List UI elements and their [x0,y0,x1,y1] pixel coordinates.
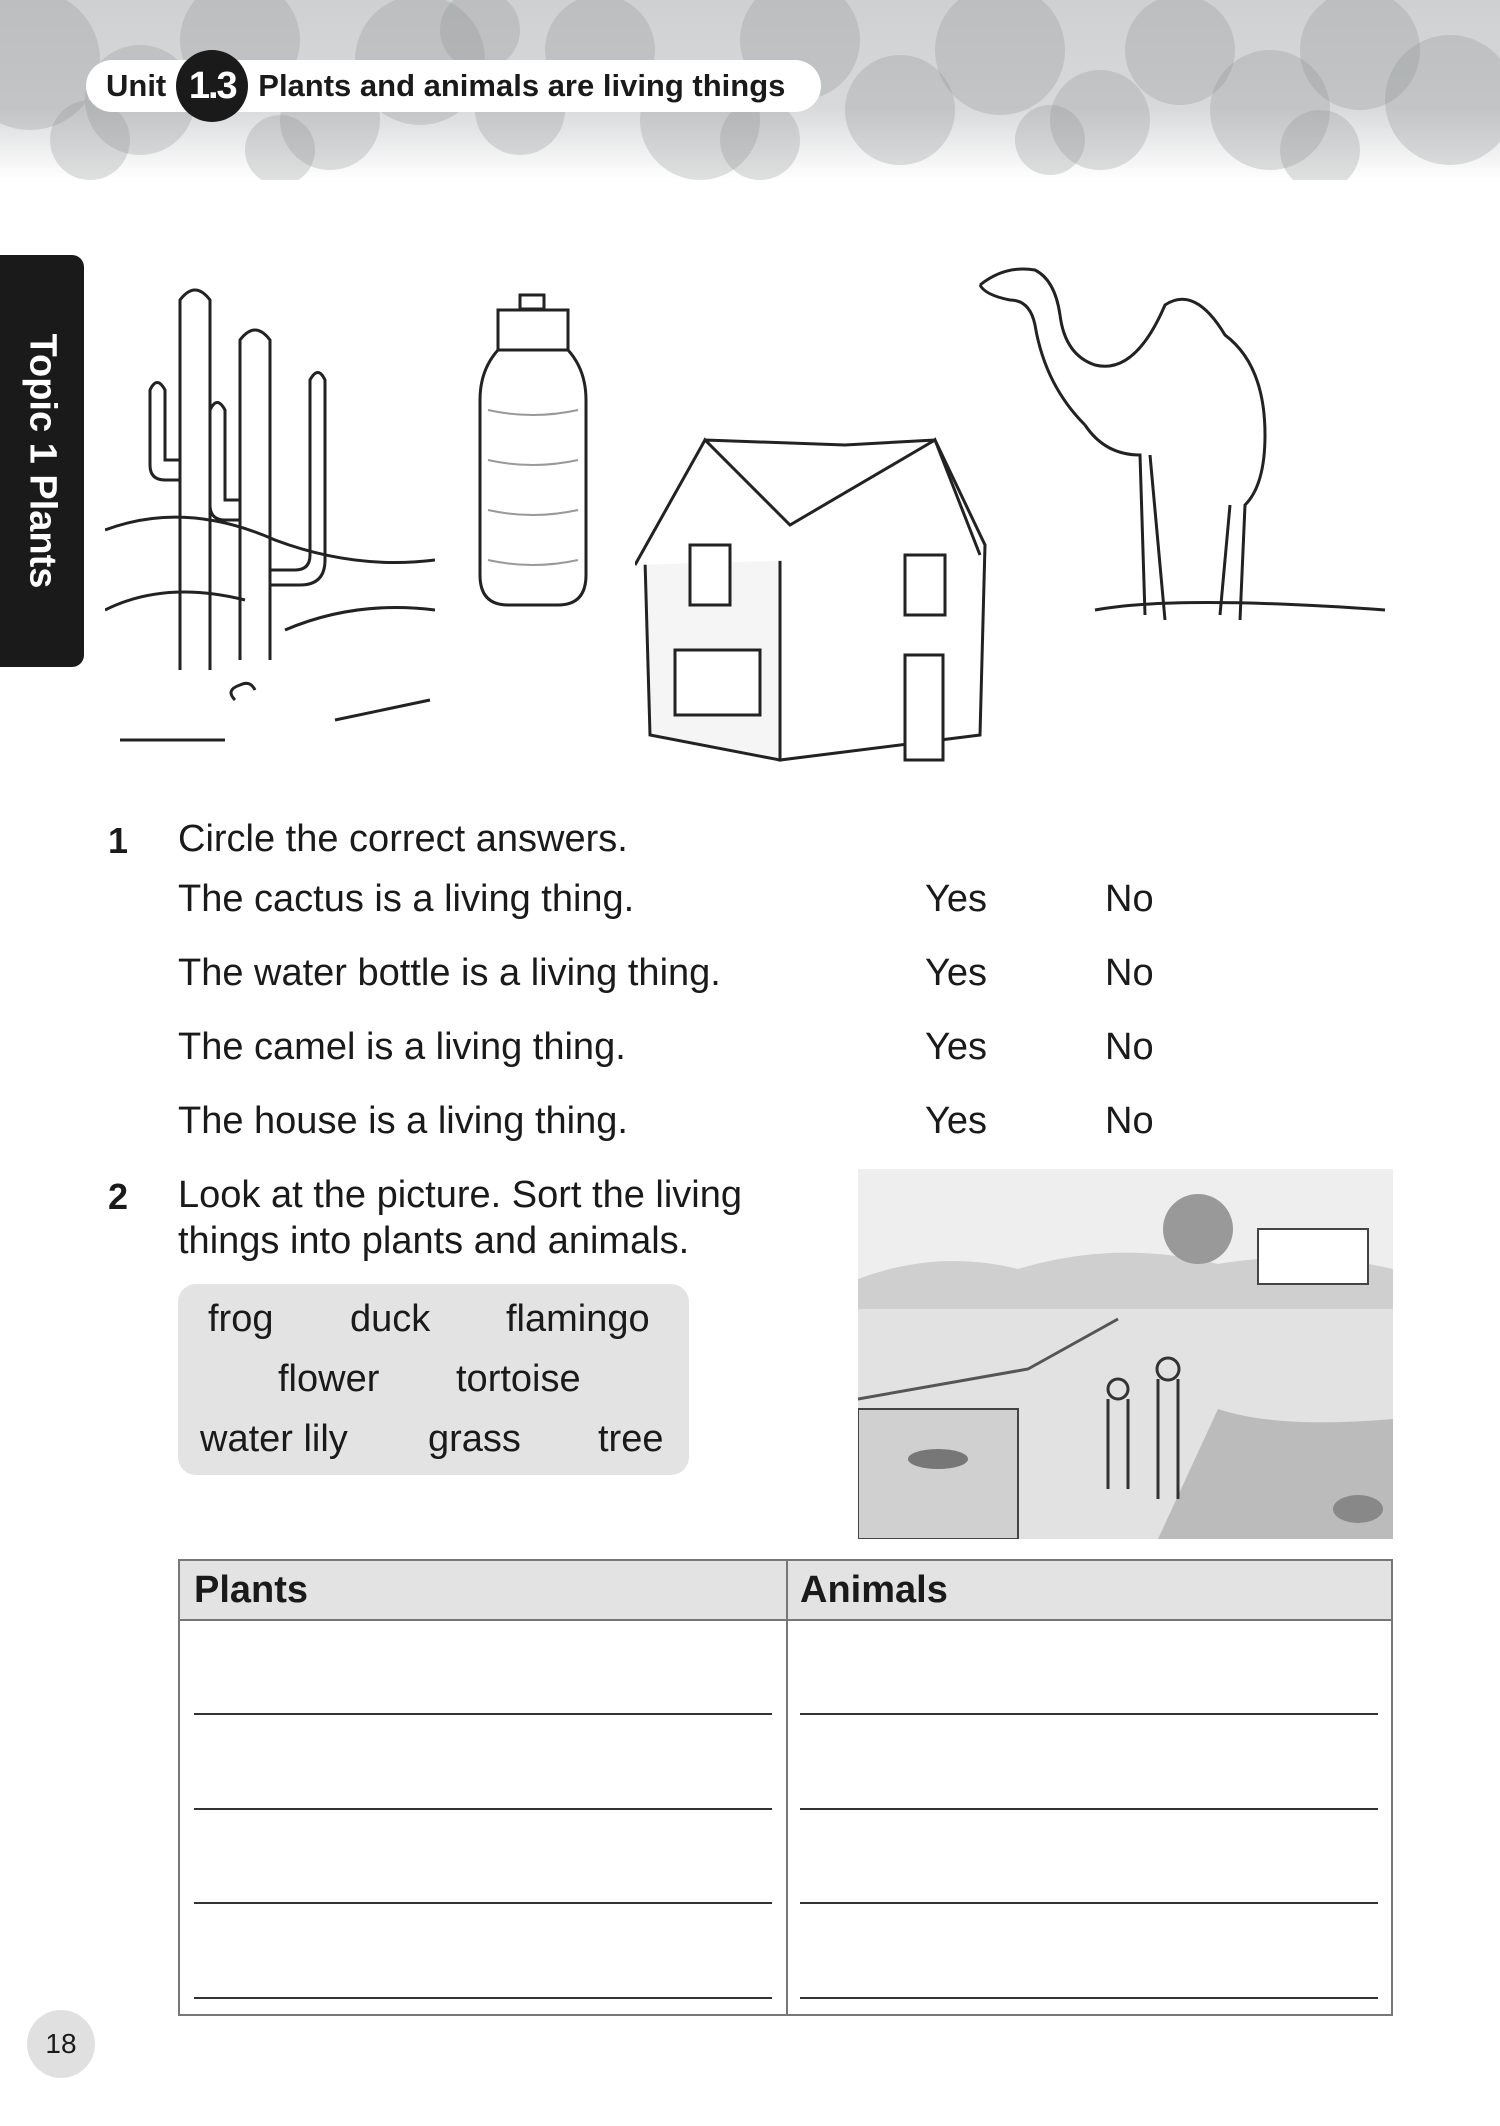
water-bottle-icon [478,290,588,610]
yes-option[interactable]: Yes [925,1026,987,1068]
word: duck [350,1298,431,1340]
word: grass [428,1418,521,1460]
plants-answer-line[interactable] [194,1997,772,1999]
header-plants: Plants [194,1569,309,1611]
unit-title-pill [86,60,821,112]
word: flower [278,1358,380,1400]
animals-answer-line[interactable] [800,1808,1378,1810]
question-2-line-2: things into plants and animals. [178,1220,690,1262]
page-number: 18 [27,2010,95,2078]
cactus-icon [105,280,435,760]
question-1-instruction: Circle the correct answers. [178,818,628,860]
question-2-number: 2 [108,1176,129,1217]
plants-answer-line[interactable] [194,1902,772,1904]
statement: The water bottle is a living thing. [178,952,721,994]
word: tree [598,1418,664,1460]
word: flamingo [506,1298,650,1340]
header-animals: Animals [800,1569,948,1611]
statement: The cactus is a living thing. [178,878,635,920]
word: tortoise [456,1358,581,1400]
plants-answer-line[interactable] [194,1713,772,1715]
unit-title: Plants and animals are living things [258,68,786,103]
word-bank [178,1284,689,1475]
no-option[interactable]: No [1105,1026,1154,1068]
word: water lily [200,1418,348,1460]
sort-table [178,1559,1393,2016]
plants-answer-line[interactable] [194,1808,772,1810]
yes-option[interactable]: Yes [925,1100,987,1142]
topic-side-tab [0,255,84,667]
no-option[interactable]: No [1105,952,1154,994]
question-2-line-1: Look at the picture. Sort the living [178,1174,742,1216]
no-option[interactable]: No [1105,878,1154,920]
topic-label: Topic 1 Plants [21,333,64,589]
statement: The house is a living thing. [178,1100,628,1142]
zoo-scene-picture [858,1169,1393,1539]
word: frog [208,1298,274,1340]
question-1-number: 1 [108,820,129,861]
column-divider [786,1561,788,2014]
animals-answer-line[interactable] [800,1997,1378,1999]
camel-icon [975,255,1395,635]
no-option[interactable]: No [1105,1100,1154,1142]
unit-number-badge: 1.3 [176,50,248,122]
yes-option[interactable]: Yes [925,878,987,920]
animals-answer-line[interactable] [800,1713,1378,1715]
statement: The camel is a living thing. [178,1026,626,1068]
unit-label: Unit [106,68,167,103]
yes-option[interactable]: Yes [925,952,987,994]
animals-answer-line[interactable] [800,1902,1378,1904]
